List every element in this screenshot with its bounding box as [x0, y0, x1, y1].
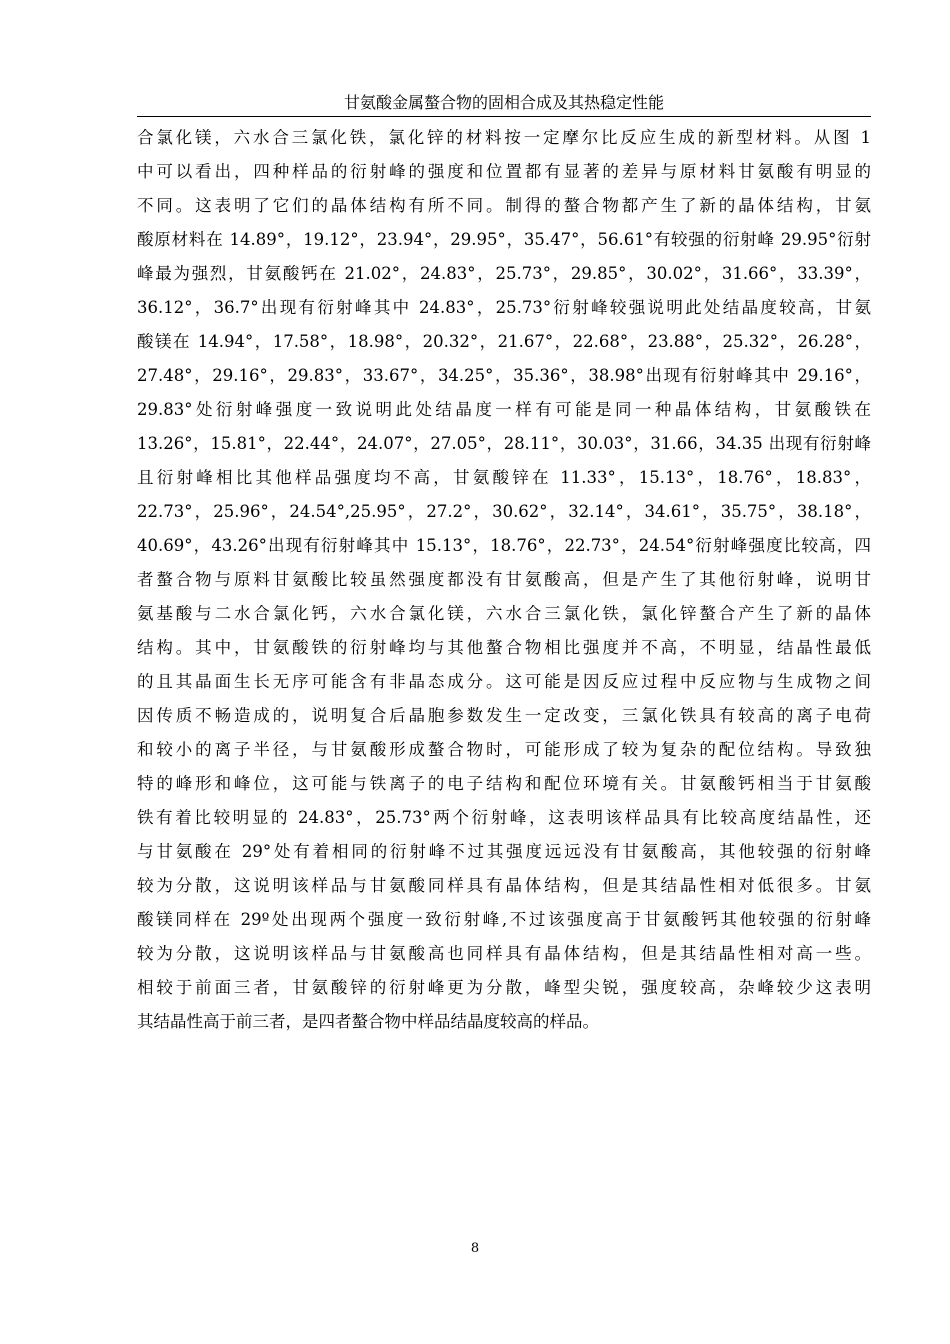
text-line: 其结晶性高于前三者，是四者螯合物中样品结晶度较高的样品。: [137, 1012, 599, 1031]
text-line: 结构。其中，甘氨酸铁的衍射峰均与其他螯合物相比强度并不高，不明显，结晶性最低: [137, 638, 871, 657]
text-line: 中可以看出，四种样品的衍射峰的强度和位置都有显著的差异与原材料甘氨酸有明显的: [137, 162, 871, 181]
text-line: 特的峰形和峰位，这可能与铁离子的电子结构和配位环境有关。甘氨酸钙相当于甘氨酸: [137, 774, 871, 793]
text-line: 氨基酸与二水合氯化钙，六水合氯化镁，六水合三氯化铁，氯化锌螯合产生了新的晶体: [137, 604, 871, 623]
text-line: 峰最为强烈，甘氨酸钙在 21.02°，24.83°，25.73°，29.85°，30.02°，31.66°，33.39°，: [137, 264, 871, 283]
text-line: 且衍射峰相比其他样品强度均不高，甘氨酸锌在 11.33°，15.13°，18.76°，18.83°，: [137, 468, 871, 487]
text-line: 的且其晶面生长无序可能含有非晶态成分。这可能是因反应过程中反应物与生成物之间: [137, 672, 871, 691]
page-header-title: 甘氨酸金属螯合物的固相合成及其热稳定性能: [343, 93, 664, 112]
text-line: 酸镁同样在 29º处出现两个强度一致衍射峰,不过该强度高于甘氨酸钙其他较强的衍射峰: [137, 910, 871, 929]
text-line: 相较于前面三者，甘氨酸锌的衍射峰更为分散，峰型尖锐，强度较高，杂峰较少这表明: [137, 978, 871, 997]
text-line: 不同。这表明了它们的晶体结构有所不同。制得的螯合物都产生了新的晶体结构，甘氨: [137, 196, 871, 215]
text-line: 较为分散，这说明该样品与甘氨酸高也同样具有晶体结构，但是其结晶性相对高一些。: [137, 944, 871, 963]
text-line: 因传质不畅造成的，说明复合后晶胞参数发生一定改变，三氯化铁具有较高的离子电荷: [137, 706, 871, 725]
text-line: 酸镁在 14.94°，17.58°，18.98°，20.32°，21.67°，22.68°，23.88°，25.32°，26.28°，: [137, 332, 871, 351]
text-line: 合氯化镁，六水合三氯化铁，氯化锌的材料按一定摩尔比反应生成的新型材料。从图 1: [137, 128, 871, 147]
text-line: 40.69°，43.26°出现有衍射峰其中 15.13°，18.76°，22.73°，24.54°衍射峰强度比较高，四: [137, 536, 871, 555]
text-line: 27.48°，29.16°，29.83°，33.67°，34.25°，35.36°，38.98°出现有衍射峰其中 29.16°，: [137, 366, 871, 385]
text-line: 13.26°，15.81°，22.44°，24.07°，27.05°，28.11°，30.03°，31.66，34.35 出现有衍射峰: [137, 434, 871, 453]
text-line: 与甘氨酸在 29°处有着相同的衍射峰不过其强度远远没有甘氨酸高，其他较强的衍射峰: [137, 842, 871, 861]
text-line: 22.73°，25.96°，24.54°,25.95°，27.2°，30.62°，32.14°，34.61°，35.75°，38.18°，: [137, 502, 871, 521]
text-line: 铁有着比较明显的 24.83°，25.73°两个衍射峰，这表明该样品具有比较高度结晶性，还: [137, 808, 871, 827]
text-line: 酸原材料在 14.89°，19.12°，23.94°，29.95°，35.47°，56.61°有较强的衍射峰 29.95°衍射: [137, 230, 871, 249]
page-number: 8: [470, 1241, 480, 1256]
body-paragraph: [137, 121, 871, 1039]
text-line: 和较小的离子半径，与甘氨酸形成螯合物时，可能形成了较为复杂的配位结构。导致独: [137, 740, 871, 759]
page-header: [137, 92, 871, 117]
text-line: 者螯合物与原料甘氨酸比较虽然强度都没有甘氨酸高，但是产生了其他衍射峰，说明甘: [137, 570, 871, 589]
text-line: 36.12°，36.7°出现有衍射峰其中 24.83°，25.73°衍射峰较强说明此处结晶度较高，甘氨: [137, 298, 871, 317]
text-line: 较为分散，这说明该样品与甘氨酸同样具有晶体结构，但是其结晶性相对低很多。甘氨: [137, 876, 871, 895]
text-line: 29.83°处衍射峰强度一致说明此处结晶度一样有可能是同一种晶体结构，甘氨酸铁在: [137, 400, 871, 419]
